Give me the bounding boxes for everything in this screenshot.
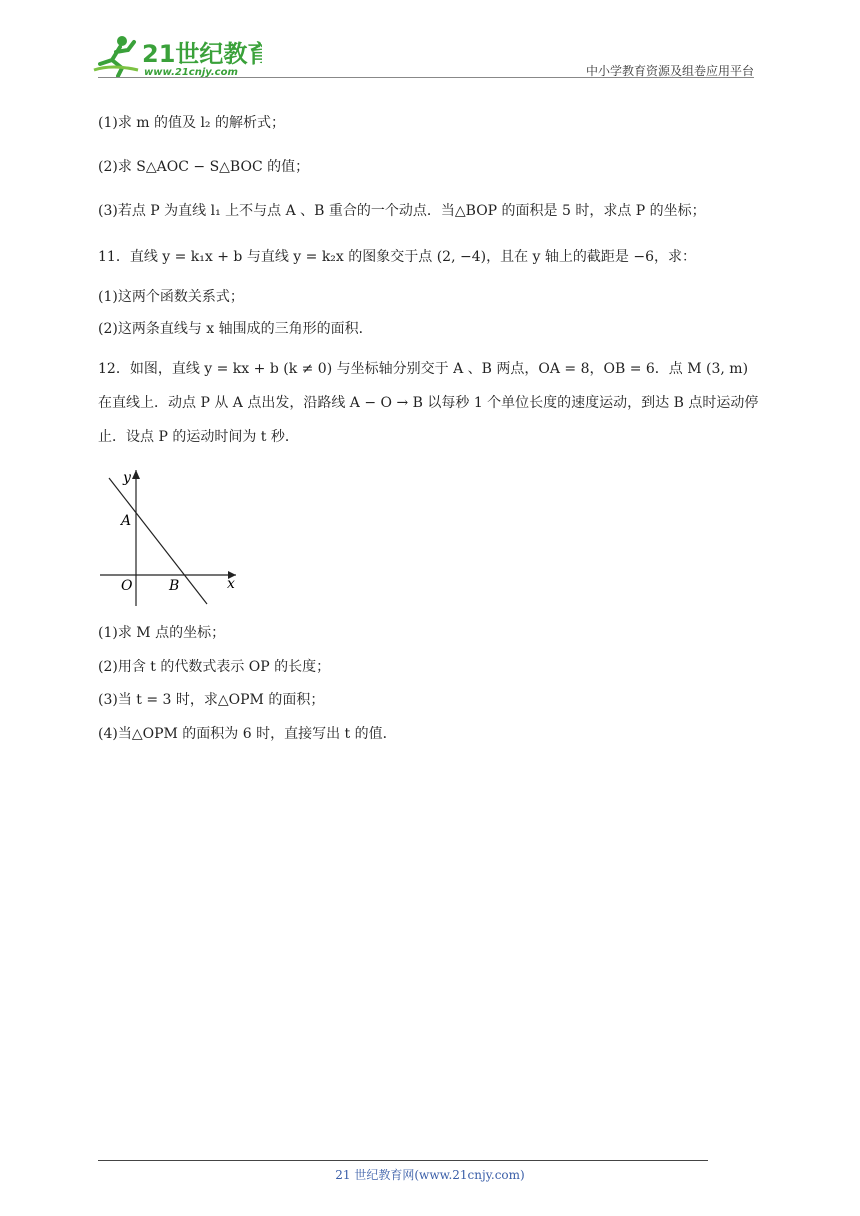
footer-link[interactable]: 21 世纪教育网(www.21cnjy.com) (335, 1168, 525, 1182)
logo (92, 34, 262, 78)
q11-part2: (2)这两条直线与 x 轴围成的三角形的面积． (98, 321, 373, 337)
x-axis-label: x (227, 576, 235, 592)
q12-part2: (2)用含 t 的代数式表示 OP 的长度； (98, 659, 331, 675)
q11-part1: (1)这两个函数关系式； (98, 289, 244, 305)
logo-brand: 21世纪教育 (142, 40, 262, 68)
q12-stem: 12．如图，直线 y = kx + b (k ≠ 0) 与坐标轴分别交于 A 、B 两点，OA = 8，OB = 6．点 M (3, m) 在直线上．动点 P 从 A 点出发，沿路线 A − O → B 以每秒 1 个单位长度的速度运动，到达 B 点时运动停止．设点 P 的运动时间为 t 秒． (98, 361, 759, 445)
y-axis-arrow-icon (132, 470, 140, 479)
point-a-label: A (121, 513, 132, 529)
logo-runner-icon (92, 34, 262, 78)
q12-part3: (3)当 t = 3 时，求△OPM 的面积； (98, 692, 325, 708)
logo-url: www.21cnjy.com (144, 67, 238, 78)
q11-stem: 11．直线 y = k₁x + b 与直线 y = k₂x 的图象交于点 (2, −4)，且在 y 轴上的截距是 −6，求： (98, 249, 696, 265)
q12-part4: (4)当△OPM 的面积为 6 时，直接写出 t 的值． (98, 726, 397, 742)
q12-figure (96, 466, 244, 608)
y-axis-label: y (123, 470, 131, 486)
point-b-label: B (169, 578, 180, 594)
footer-divider (98, 1160, 708, 1161)
q10-part2: (2)求 S△AOC − S△BOC 的值； (98, 159, 310, 175)
header-divider (98, 77, 754, 78)
q10-part3: (3)若点 P 为直线 l₁ 上不与点 A 、B 重合的一个动点．当△BOP 的面积是 5 时，求点 P 的坐标； (98, 203, 706, 219)
origin-label: O (121, 578, 133, 594)
header-platform-text: 中小学教育资源及组卷应用平台 (585, 64, 754, 78)
q12-part1: (1)求 M 点的坐标； (98, 625, 226, 641)
q10-part1: (1)求 m 的值及 l₂ 的解析式； (98, 115, 285, 131)
